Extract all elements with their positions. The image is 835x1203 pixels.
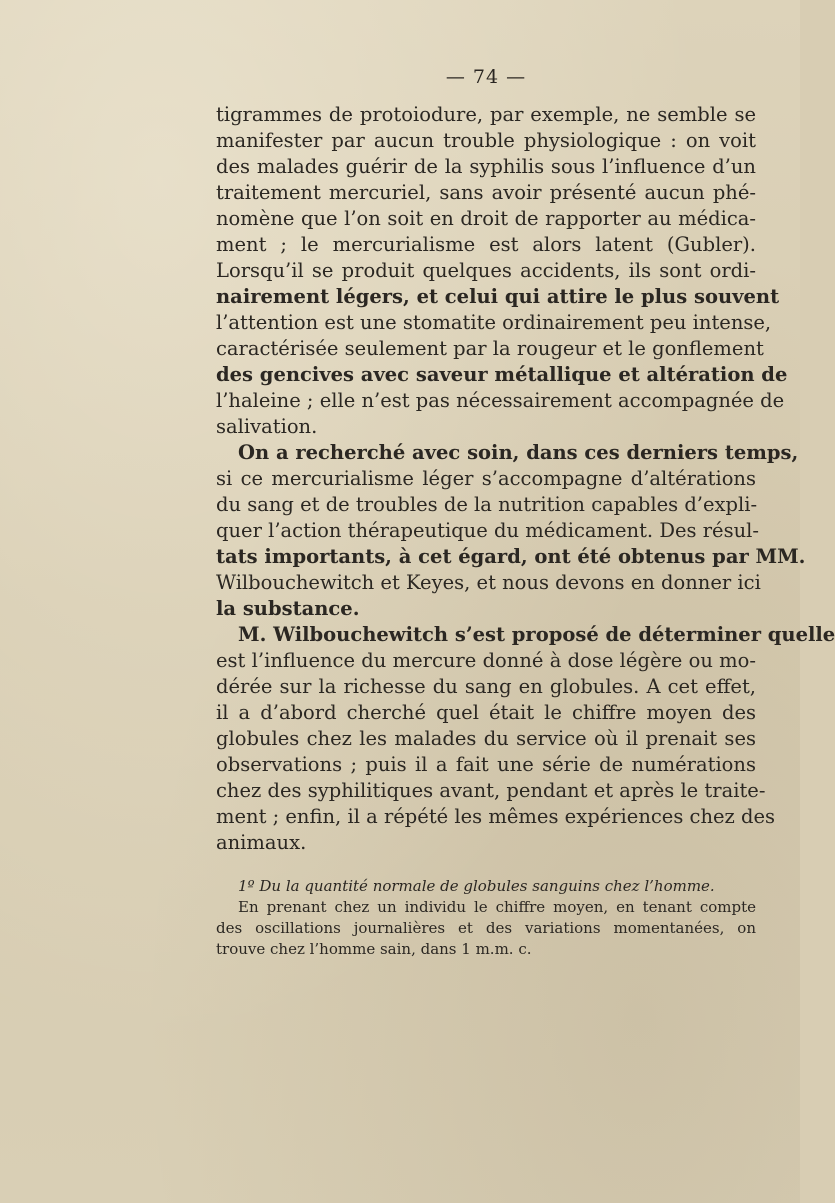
text-line: dérée sur la richesse du sang en globules. A cet effet, (216, 675, 756, 698)
text-line: animaux. (216, 831, 307, 854)
footnote-title: 1º Du la quantité normale de globules sanguins chez l’homme. (238, 877, 715, 895)
text-line: Wilbouchewitch et Keyes, et nous devons en donner ici (216, 571, 761, 594)
text-line: salivation. (216, 415, 318, 438)
text-line: ment ; le mercurialisme est alors latent (Gubler). (216, 233, 756, 256)
footnote (216, 876, 756, 960)
text-line: l’haleine ; elle n’est pas nécessairement accompagnée de (216, 389, 785, 412)
text-line: traitement mercuriel, sans avoir présenté aucun phé- (216, 181, 756, 204)
text-line: observations ; puis il a fait une série de numérations (216, 753, 756, 776)
text-line: quer l’action thérapeutique du médicament. Des résul- (216, 519, 759, 542)
footnote-lines (216, 897, 756, 960)
text-line: globules chez les malades du service où il prenait ses (216, 727, 756, 750)
text-line: nairement légers, et celui qui attire le plus souvent (216, 285, 780, 308)
text-line: ment ; enfin, il a répété les mêmes expériences chez des (216, 805, 776, 828)
text-line: il a d’abord cherché quel était le chiffre moyen des (216, 701, 756, 724)
text-line: l’attention est une stomatite ordinairement peu intense, (216, 311, 772, 334)
text-line: tigrammes de protoiodure, par exemple, ne semble se (216, 103, 756, 126)
text-column (216, 66, 835, 960)
footnote-line: En prenant chez un individu le chiffre moyen, en tenant compte (238, 898, 756, 916)
text-line: est l’influence du mercure donné à dose légère ou mo- (216, 649, 756, 672)
text-line: nomène que l’on soit en droit de rapporter au médica- (216, 207, 756, 230)
text-line: si ce mercurialisme léger s’accompagne d’altérations (216, 467, 756, 490)
text-line: la substance. (216, 597, 360, 620)
page-number: — 74 — (445, 66, 527, 88)
footnote-line: des oscillations journalières et des variations momentanées, on (216, 919, 756, 937)
text-line: du sang et de troubles de la nutrition capables d’expli- (216, 493, 758, 516)
footnote-line: trouve chez l’homme sain, dans 1 m.m. c. (216, 940, 532, 958)
text-line: Lorsqu’il se produit quelques accidents, ils sont ordi- (216, 259, 756, 282)
text-line: des malades guérir de la syphilis sous l’influence d’un (216, 155, 756, 178)
text-line: manifester par aucun trouble physiologique : on voit (216, 129, 756, 152)
text-line: chez des syphilitiques avant, pendant et après le traite- (216, 779, 766, 802)
text-line: caractérisée seulement par la rougeur et le gonflement (216, 337, 764, 360)
text-line: M. Wilbouchewitch s’est proposé de déterminer quelle (238, 623, 835, 646)
text-line: tats importants, à cet égard, ont été obtenus par MM. (216, 545, 806, 568)
body-text (216, 102, 835, 856)
text-line: des gencives avec saveur métallique et altération de (216, 363, 788, 386)
text-line: On a recherché avec soin, dans ces derniers temps, (238, 441, 799, 464)
